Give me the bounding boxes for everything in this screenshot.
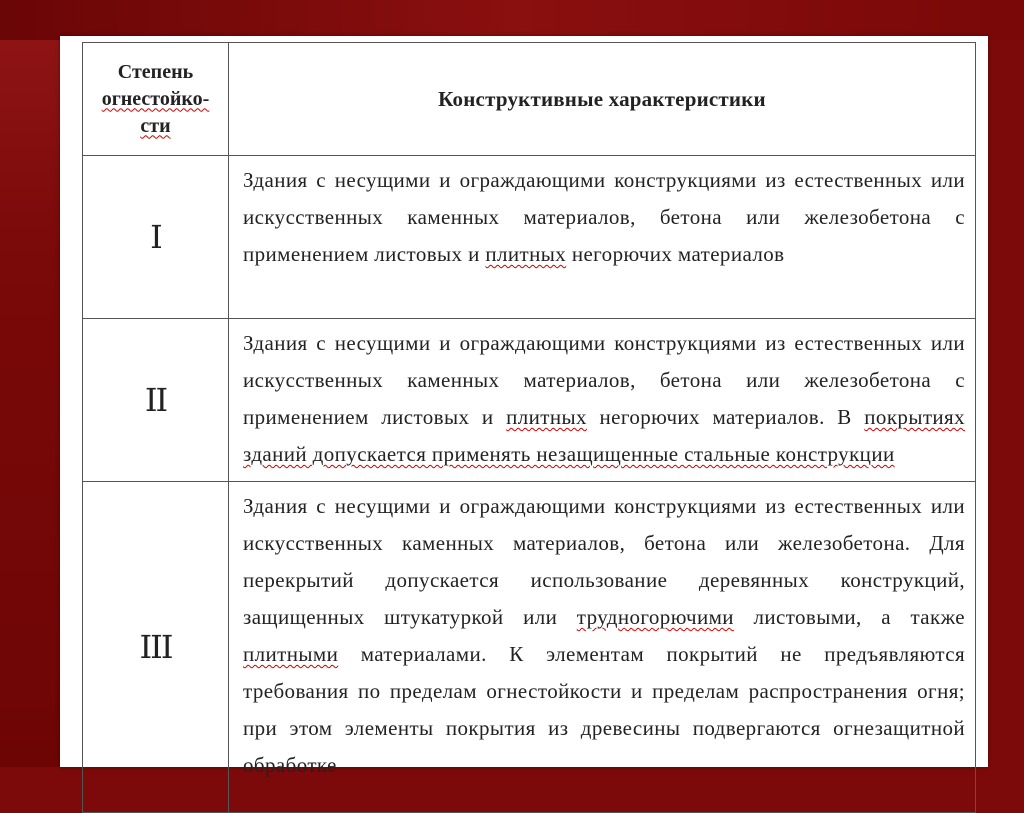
background-left-shade [0, 40, 60, 767]
grade-cell: I [83, 156, 229, 319]
description-cell [229, 319, 976, 482]
background-top-band [0, 0, 1024, 40]
table-header-row [83, 43, 976, 156]
description-text: Здания с несущими и ограждающими конструкциями из естественных или искусственных каменных материалов, бетона или железобетона. Для перекрытий допускается использование деревянных конструкций, защищенных штукатуркой или [243, 494, 965, 629]
table-row [83, 319, 976, 482]
slide-content-area [60, 36, 988, 777]
flagged-phrase: покрытиях зданий допускается применять незащищенные стальные конструкции [243, 405, 966, 466]
table-row [83, 482, 976, 813]
table-row [83, 156, 976, 319]
description-cell [229, 482, 976, 813]
header-description-cell: Конструктивные характеристики [229, 43, 976, 156]
flagged-word: плитными [243, 642, 339, 666]
header-grade-line2: огнестойко- [101, 87, 210, 110]
flagged-word: плитных [506, 405, 587, 429]
flagged-word: плитных [485, 242, 567, 266]
fire-resistance-table [82, 42, 976, 813]
header-grade-line3: сти [140, 114, 171, 137]
grade-cell: II [83, 319, 229, 482]
grade-cell: III [83, 482, 229, 813]
flagged-word: трудногорючими [576, 605, 734, 629]
description-text: Здания с несущими и ограждающими конструкциями из естественных или искусственных каменных материалов, бетона или железобетона с применением листовых и [243, 168, 965, 266]
description-text: листовыми, а также [733, 605, 965, 629]
description-text: негорючих материалов [566, 242, 785, 266]
header-grade-cell [83, 43, 229, 156]
header-grade-line1: Степень [117, 60, 194, 83]
description-cell [229, 156, 976, 319]
description-text: негорючих материалов. В [586, 405, 865, 429]
description-text: материалами. К элементам покрытий не предъявляются требования по пределам огнестойкости и пределам распространения огня; при этом элементы покрытия из древесины подвергаются огнезащитной обработке [243, 642, 965, 777]
description-text: Здания с несущими и ограждающими конструкциями из естественных или искусственных каменных материалов, бетона или железобетона с применением листовых и [243, 331, 965, 429]
